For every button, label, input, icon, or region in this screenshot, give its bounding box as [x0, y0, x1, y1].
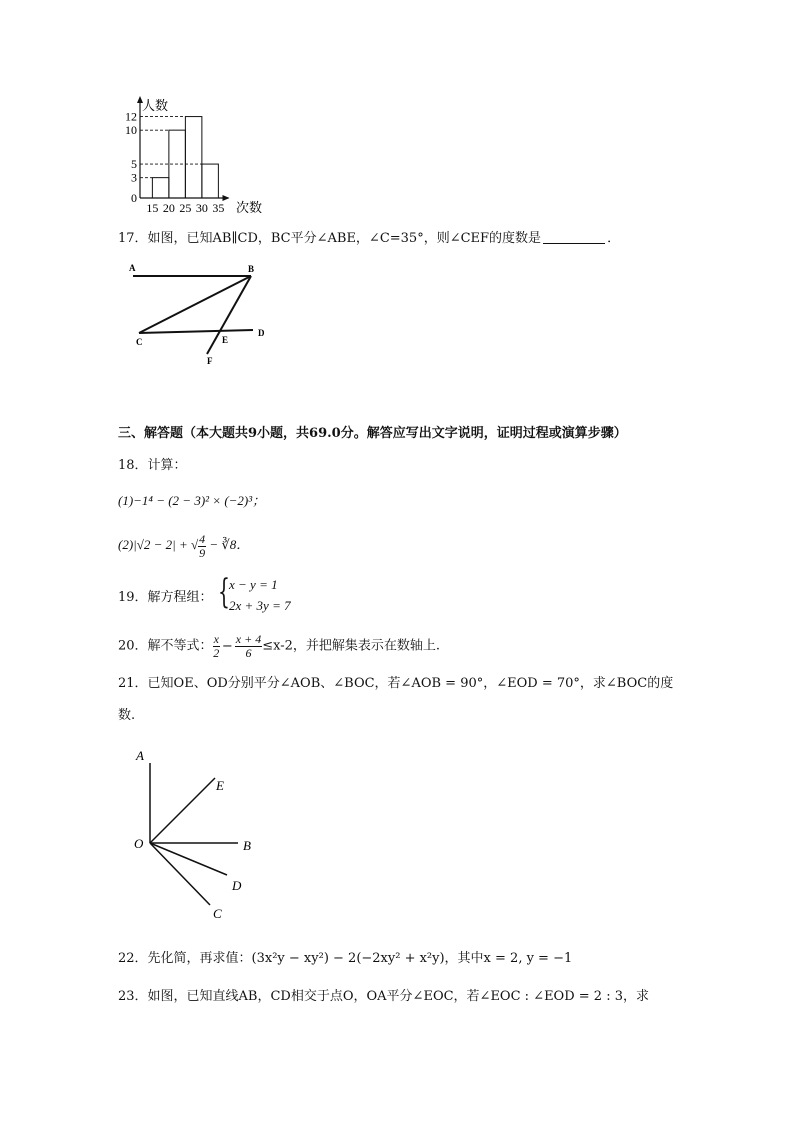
question-number: 23．	[118, 989, 148, 1004]
y-tick-label: 0	[131, 191, 137, 205]
frequency-histogram	[112, 95, 282, 215]
question-text-suffix: ≤x-2，并把解集表示在数轴上.	[262, 638, 441, 654]
numerator: x + 4	[235, 632, 262, 646]
y-tick-label: 3	[131, 170, 137, 185]
system-brace: {	[218, 572, 230, 612]
equation-2: 2x + 3y = 7	[229, 598, 291, 613]
histogram-bar	[202, 164, 219, 198]
histogram-reference-lines	[140, 117, 202, 178]
x-tick-label: 35	[212, 201, 225, 215]
question-text: 已知OE、OD分别平分∠AOB、∠BOC，若∠AOB = 90°，∠EOD = 70°，求∠BOC的度	[147, 676, 674, 691]
label-b: B	[243, 838, 251, 853]
q18-part-2	[118, 533, 249, 559]
histogram-bar	[152, 178, 169, 198]
histogram-y-axis-label: 人数	[142, 98, 169, 113]
question-text: 计算：	[147, 458, 187, 473]
label-d: D	[258, 328, 265, 338]
q17-figure	[125, 262, 275, 372]
question-text-prefix: 解不等式：	[147, 638, 213, 654]
label-d: D	[232, 878, 242, 893]
question-21	[118, 677, 673, 690]
x-tick-label: 20	[162, 201, 175, 215]
denominator: 6	[245, 645, 252, 660]
answer-blank[interactable]	[543, 231, 605, 244]
question-end: ．	[607, 231, 621, 246]
denominator: 2	[213, 645, 220, 660]
equation-1: x − y = 1	[229, 577, 278, 592]
minus-sign: −	[221, 638, 233, 654]
label-c: C	[213, 906, 222, 921]
section-3-heading: 三、解答题（本大题共9小题，共69.0分。解答应写出文字说明，证明过程或演算步骤）	[118, 426, 627, 441]
histogram-bars	[152, 117, 218, 198]
label-e: E	[216, 778, 224, 793]
fraction-four-ninths	[198, 533, 206, 559]
y-tick-label: 10	[125, 123, 137, 138]
question-text: 先化简，再求值：(3x²y − xy²) − 2(−2xy² + x²y)，其中x = 2, y = −1	[147, 951, 573, 966]
q21-figure	[130, 745, 270, 925]
numerator: x	[213, 632, 219, 646]
fraction-x-plus-4-over-6	[235, 633, 262, 659]
question-text: 解方程组：	[147, 590, 213, 605]
y-tick-label: 5	[131, 157, 137, 172]
question-19	[118, 591, 213, 604]
ray-oc	[150, 843, 210, 905]
histogram-bar	[185, 117, 202, 198]
label-b: B	[248, 264, 255, 274]
numerator: 4	[199, 532, 206, 546]
label-e: E	[222, 335, 229, 345]
q18-part-1: (1)−1⁴ − (2 − 3)² × (−2)³；	[118, 493, 266, 508]
question-number: 22．	[118, 951, 148, 966]
histogram-y-tick-labels	[125, 110, 137, 205]
x-tick-label: 15	[146, 201, 159, 215]
question-22	[118, 952, 572, 965]
fraction-x-over-2	[213, 633, 220, 659]
line-cd	[139, 330, 253, 333]
part-2-prefix: (2)|√2 − 2| +	[118, 537, 191, 553]
x-tick-label: 25	[179, 201, 192, 215]
part-2-suffix: − ∛8．	[206, 537, 250, 553]
label-a: A	[129, 263, 136, 273]
question-20	[118, 633, 440, 659]
question-18	[118, 459, 187, 472]
histogram-x-axis-label: 次数	[236, 200, 263, 215]
question-number: 18．	[118, 458, 148, 473]
question-text: 如图，已知直线AB，CD相交于点O，OA平分∠EOC，若∠EOC : ∠EOD = 2 : 3，求	[147, 989, 649, 1004]
label-f: F	[207, 356, 213, 366]
histogram-x-tick-labels	[146, 201, 224, 215]
question-number: 20．	[118, 638, 148, 654]
label-o: O	[134, 836, 144, 851]
question-17	[118, 231, 620, 245]
question-number: 19．	[118, 590, 148, 605]
question-number: 17．	[118, 231, 148, 246]
question-23	[118, 990, 649, 1003]
denominator: 9	[199, 545, 206, 560]
question-number: 21．	[118, 676, 148, 691]
label-a: A	[136, 748, 144, 763]
x-tick-label: 30	[195, 201, 208, 215]
question-21-continued: 数.	[118, 708, 136, 723]
ray-od	[150, 843, 227, 875]
ray-oe	[150, 778, 215, 843]
question-text: 如图，已知AB∥CD，BC平分∠ABE，∠C=35°，则∠CEF的度数是	[147, 231, 542, 246]
label-c: C	[136, 337, 143, 347]
sqrt-sign: √	[191, 537, 199, 553]
y-tick-label: 12	[125, 109, 137, 124]
